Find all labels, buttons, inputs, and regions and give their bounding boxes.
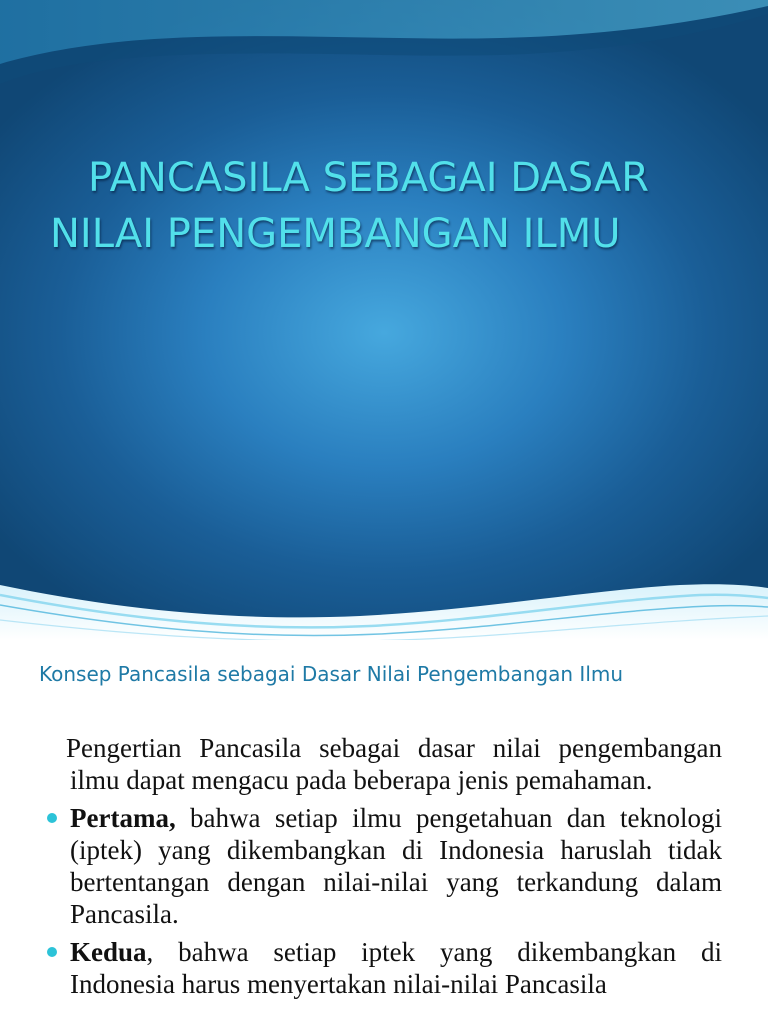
slide-title-line-1: PANCASILA SEBAGAI DASAR (88, 155, 649, 201)
bullet-lead: Kedua (70, 937, 147, 967)
bullet-item-pertama (70, 802, 722, 930)
bullet-dot-icon (47, 947, 57, 957)
slide-title (38, 150, 738, 262)
intro-paragraph: Pengertian Pancasila sebagai dasar nilai pengembangan ilmu dapat mengacu pada beberapa jenis pemahaman. (66, 733, 722, 795)
bullet-dot-icon (47, 813, 57, 823)
content-slide (0, 640, 768, 1024)
content-heading: Konsep Pancasila sebagai Dasar Nilai Pengembangan Ilmu (39, 662, 624, 686)
bullet-text: bahwa setiap ilmu pengetahuan dan teknologi (iptek) yang dikembangkan di Indonesia haruslah tidak bertentangan dengan nilai-nilai yang terkandung dalam Pancasila. (70, 803, 722, 929)
bullet-lead: Pertama, (70, 803, 176, 833)
bullet-text: , bahwa setiap iptek yang dikembangkan di Indonesia harus menyertakan nilai-nilai Pancasila (70, 937, 722, 999)
slide-title-line-2: NILAI PENGEMBANGAN ILMU (50, 211, 621, 257)
content-body (0, 732, 768, 1006)
bullet-item-kedua (70, 936, 722, 1000)
